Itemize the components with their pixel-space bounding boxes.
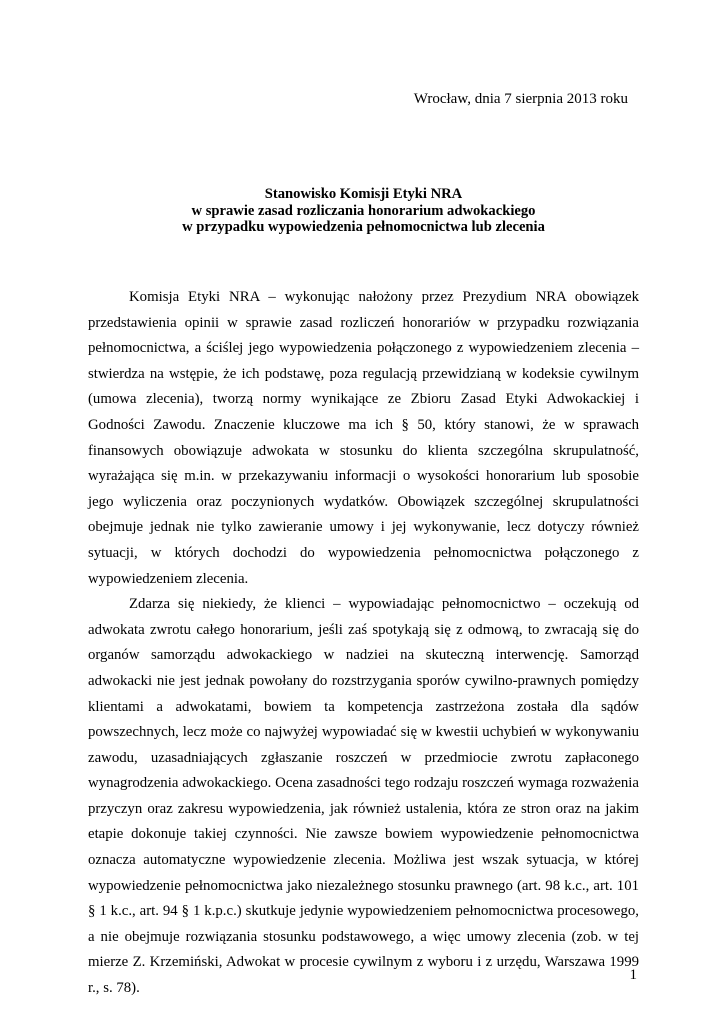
title-line-3: w przypadku wypowiedzenia pełnomocnictwa lub zlecenia — [182, 219, 545, 236]
title-line-2: w sprawie zasad rozliczania honorarium adwokackiego — [191, 202, 536, 219]
page-number: 1 — [629, 967, 637, 983]
document-body — [88, 285, 639, 1002]
date-line: Wrocław, dnia 7 sierpnia 2013 roku — [413, 91, 628, 107]
paragraph-2: Zdarza się niekiedy, że klienci – wypowiadając pełnomocnictwo – oczekują od adwokata zwrotu całego honorarium, jeśli zaś spotykają się z odmową, to zwracają się do organów samorządu adwokackiego w nadziei na skuteczną interwencję. Samorząd adwokacki nie jest jednak powołany do rozstrzygania sporów cywilno-prawnych pomiędzy klientami a adwokatami, bowiem ta kompetencja zastrzeżona została dla sądów powszechnych, lecz może co najwyżej wypowiadać się w kwestii uchybień w wykonywaniu zawodu, uzasadniających zgłaszanie roszczeń w przedmiocie zwrotu zapłaconego wynagrodzenia adwokackiego. Ocena zasadności tego rodzaju roszczeń wymaga rozważenia przyczyn oraz zakresu wypowiedzenia, jak również ustalenia, która ze stron oraz na jakim etapie dokonuje takiej czynności. Nie zawsze bowiem wypowiedzenie pełnomocnictwa oznacza automatyczne wypowiedzenie zlecenia. Możliwa jest wszak sytuacja, w której wypowiedzenie pełnomocnictwa jako niezależnego stosunku prawnego (art. 98 k.c., art. 101 § 1 k.c., art. 94 § 1 k.p.c.) skutkuje jedynie wypowiedzeniem pełnomocnictwa procesowego, a nie obejmuje rozwiązania stosunku podstawowego, a więc umowy zlecenia (zob. w tej mierze Z. Krzemiński, Adwokat w procesie cywilnym z wyboru i z urzędu, Warszawa 1999 r., s. 78). — [88, 596, 639, 997]
title-line-1: Stanowisko Komisji Etyki NRA — [264, 186, 463, 202]
document-title — [86, 186, 641, 236]
paragraph-1: Komisja Etyki NRA – wykonując nałożony przez Prezydium NRA obowiązek przedstawienia opinii w sprawie zasad rozliczeń honorariów w przypadku rozwiązania pełnomocnictwa, a ściślej jego wypowiedzenia połączonego z wypowiedzeniem zlecenia – stwierdza na wstępie, że ich podstawę, poza regulacją przewidzianą w kodeksie cywilnym (umowa zlecenia), tworzą normy wynikające ze Zbioru Zasad Etyki Adwokackiej i Godności Zawodu. Znaczenie kluczowe ma ich § 50, który stanowi, że w sprawach finansowych obowiązuje adwokata w stosunku do klienta szczególna skrupulatność, wyrażająca się m.in. w przekazywaniu informacji o wysokości honorarium lub sposobie jego wyliczenia oraz poczynionych wydatków. Obowiązek szczególnej skrupulatności obejmuje jednak nie tylko zawieranie umowy i jej wykonywanie, lecz dotyczy również sytuacji, w których dochodzi do wypowiedzenia pełnomocnictwa połączonego z wypowiedzeniem zlecenia. — [88, 289, 639, 587]
